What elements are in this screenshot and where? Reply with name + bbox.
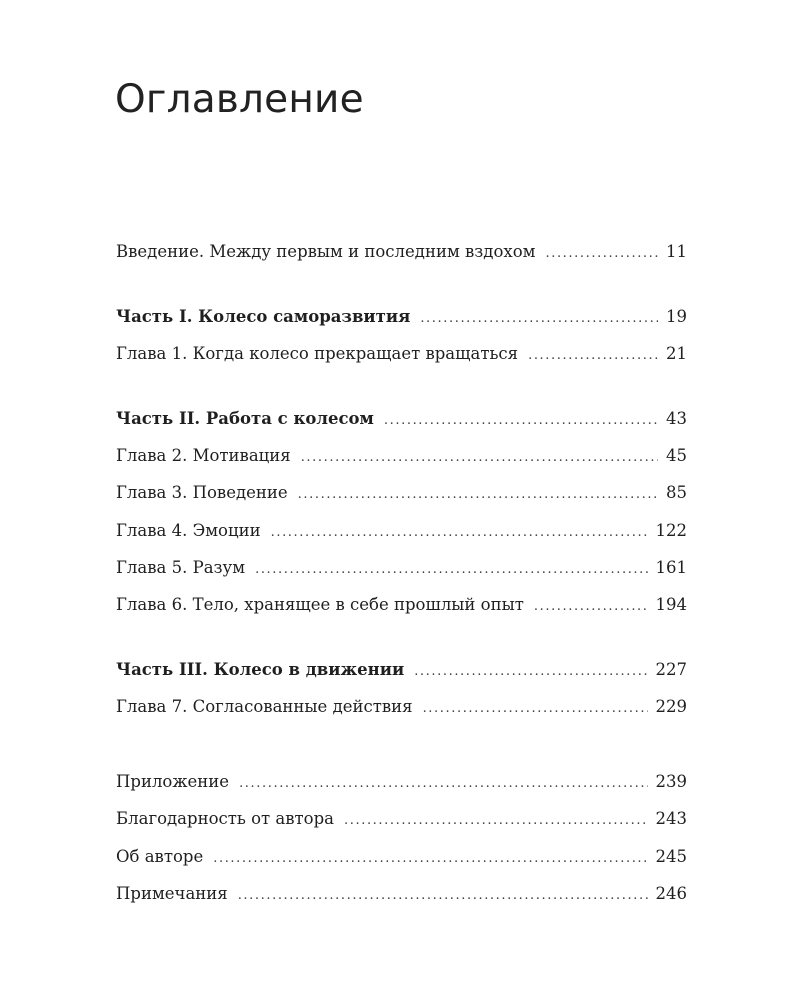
toc-entry-page: 246: [655, 884, 687, 903]
toc-entry-page: 229: [655, 697, 687, 716]
dot-leader: [301, 447, 658, 469]
toc-entry-page: 21: [666, 344, 687, 363]
dot-leader: [545, 243, 658, 265]
toc-entry-page: 85: [666, 483, 687, 502]
toc-entry-label: Примечания: [116, 884, 228, 903]
dot-leader: [414, 661, 647, 683]
toc-entry-page: 245: [655, 847, 687, 866]
toc-entry-part[interactable]: [116, 659, 687, 683]
toc-entry-label: Глава 7. Согласованные действия: [116, 697, 413, 716]
toc-entry-page: 194: [655, 595, 687, 614]
toc-entry-label: Глава 3. Поведение: [116, 483, 288, 502]
toc-entry-label: Благодарность от автора: [116, 809, 335, 828]
toc-entry-page: 243: [655, 809, 687, 828]
toc-entry-page: 43: [666, 409, 687, 428]
toc-entry-part[interactable]: [116, 306, 687, 330]
toc-entry-page: 227: [655, 660, 687, 679]
toc-entry[interactable]: [116, 241, 687, 265]
toc-entry[interactable]: [116, 771, 687, 795]
dot-leader: [344, 810, 647, 832]
dot-leader: [271, 522, 648, 544]
toc-entry-label: Приложение: [116, 772, 230, 791]
toc-entry-page: 45: [666, 446, 687, 465]
dot-leader: [238, 885, 648, 907]
toc-entry-part[interactable]: [116, 408, 687, 432]
toc-entry-label: Глава 2. Мотивация: [116, 446, 291, 465]
dot-leader: [534, 596, 648, 618]
toc-entry-page: 161: [655, 558, 687, 577]
toc-entry-page: 122: [655, 521, 687, 540]
toc-entry-label: Глава 1. Когда колесо прекращает вращаться: [116, 344, 519, 363]
dot-leader: [384, 410, 658, 432]
toc-entry-label: Часть III. Колесо в движении: [116, 660, 405, 679]
dot-leader: [528, 345, 658, 367]
toc-entry[interactable]: [116, 520, 687, 544]
toc-entry-page: 19: [666, 307, 687, 326]
dot-leader: [239, 773, 647, 795]
toc-entry-label: Часть I. Колесо саморазвития: [116, 307, 411, 326]
toc-entry-label: Часть II. Работа с колесом: [116, 409, 374, 428]
toc-entry-label: Глава 6. Тело, хранящее в себе прошлый опыт: [116, 595, 524, 614]
dot-leader: [255, 559, 647, 581]
page-title: Оглавление: [115, 77, 364, 122]
toc-entry[interactable]: [116, 343, 687, 367]
toc-entry-label: Глава 5. Разум: [116, 558, 246, 577]
toc-entry[interactable]: [116, 445, 687, 469]
dot-leader: [298, 484, 658, 506]
toc-entry[interactable]: [116, 696, 687, 720]
toc-entry-page: 11: [666, 242, 687, 261]
dot-leader: [423, 698, 648, 720]
toc-entry[interactable]: [116, 557, 687, 581]
toc-entry-label: Об авторе: [116, 847, 204, 866]
toc-entry[interactable]: [116, 594, 687, 618]
toc-entry[interactable]: [116, 808, 687, 832]
dot-leader: [420, 308, 658, 330]
toc-entry[interactable]: [116, 883, 687, 907]
toc-entry-label: Введение. Между первым и последним вздохом: [116, 242, 536, 261]
dot-leader: [213, 848, 647, 870]
toc-entry[interactable]: [116, 846, 687, 870]
toc-entry-label: Глава 4. Эмоции: [116, 521, 261, 540]
toc-entry-page: 239: [655, 772, 687, 791]
toc-entry[interactable]: [116, 482, 687, 506]
